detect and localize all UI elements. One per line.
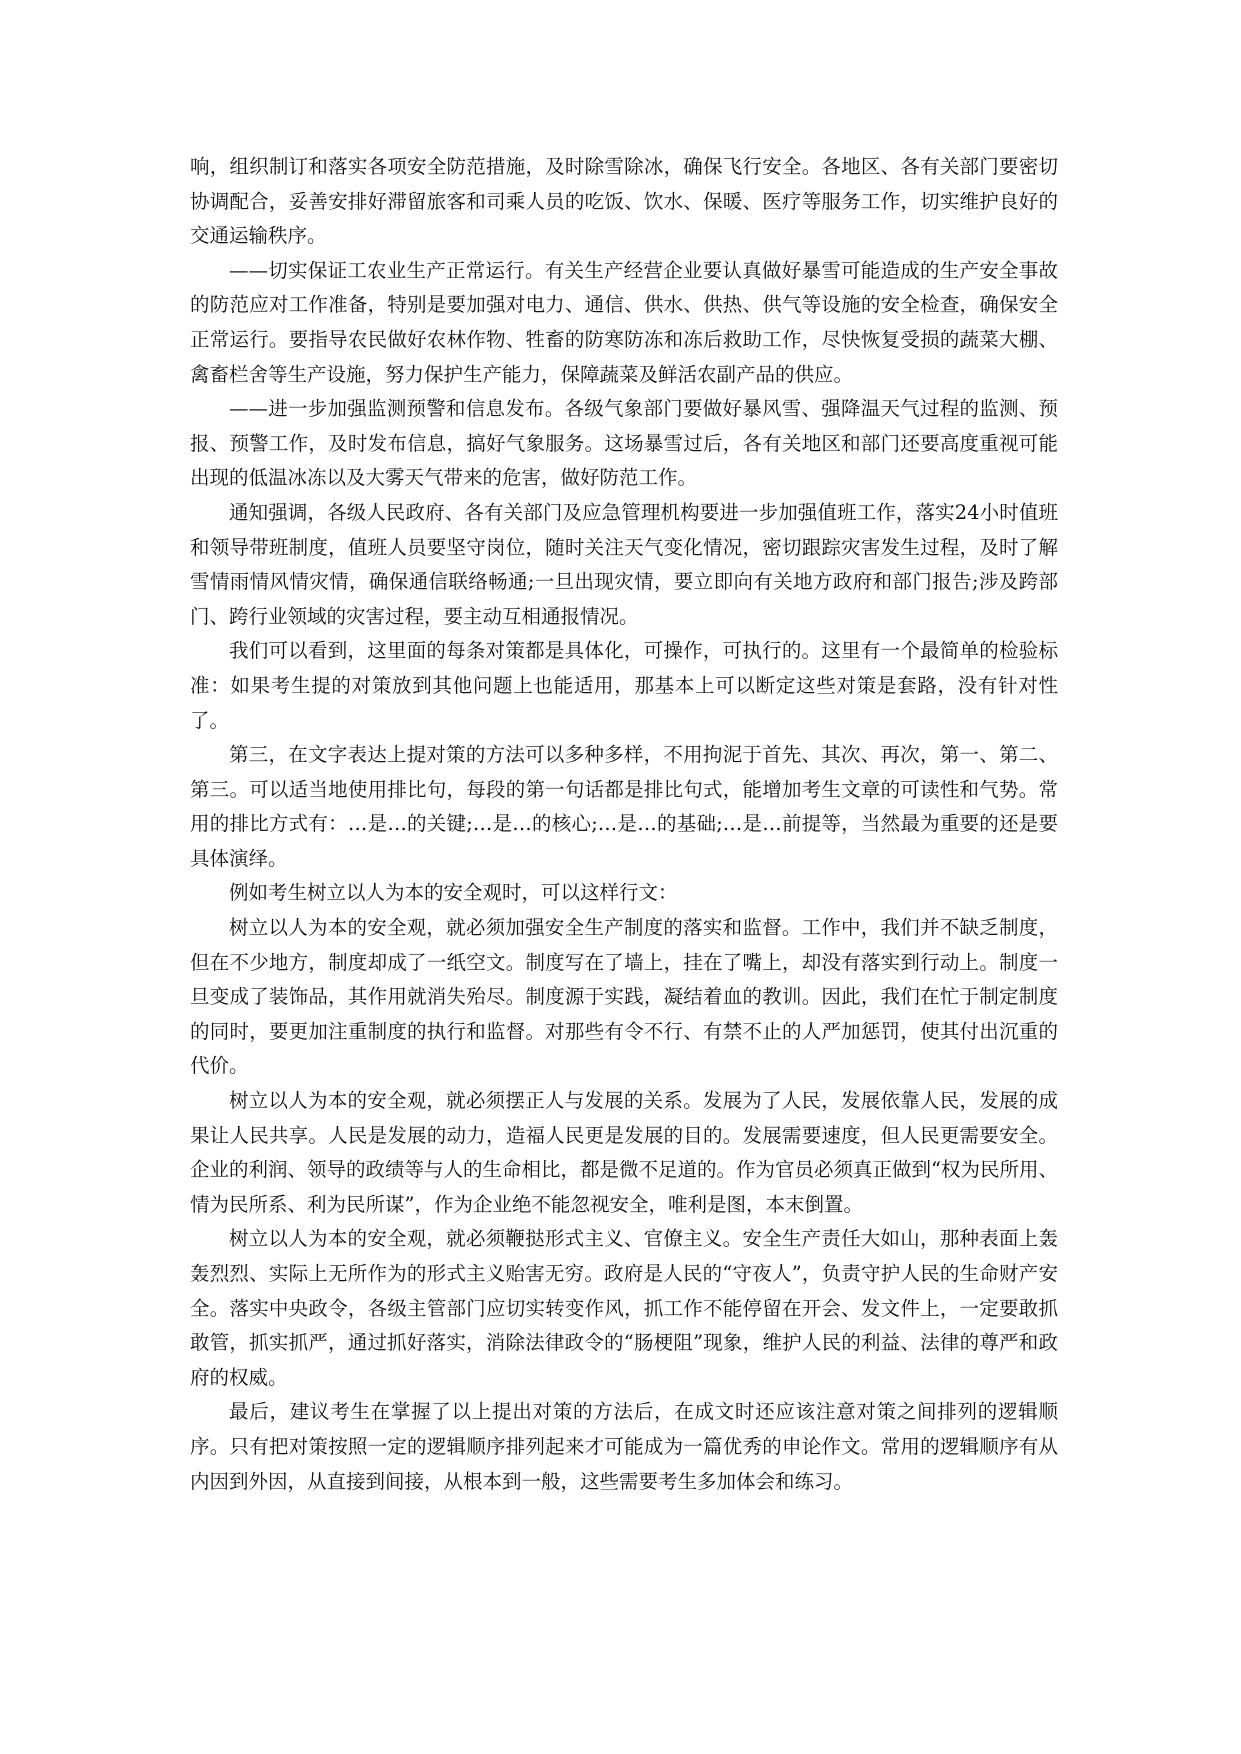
- paragraph-3: ——进一步加强监测预警和信息发布。各级气象部门要做好暴风雪、强降温天气过程的监测、预报、预警工作，及时发布信息，搞好气象服务。这场暴雪过后，各有关地区和部门还要高度重视可能出现的低温冰冻以及大雾天气带来的危害，做好防范工作。: [190, 397, 1058, 490]
- paragraph-11: 最后，建议考生在掌握了以上提出对策的方法后，在成文时还应该注意对策之间排列的逻辑顺序。只有把对策按照一定的逻辑顺序排列起来才可能成为一篇优秀的申论作文。常用的逻辑顺序有从内因到外因，从直接到间接，从根本到一般，这些需要考生多加体会和练习。: [190, 1400, 1058, 1493]
- paragraph-10: 树立以人为本的安全观，就必须鞭挞形式主义、官僚主义。安全生产责任大如山，那种表面上轰轰烈烈、实际上无所作为的形式主义贻害无穷。政府是人民的“守夜人”，负责守护人民的生命财产安全。落实中央政令，各级主管部门应切实转变作风，抓工作不能停留在开会、发文件上，一定要敢抓敢管，抓实抓严，通过抓好落实，消除法律政令的“肠梗阻”现象，维护人民的利益、法律的尊严和政府的权威。: [190, 1227, 1058, 1389]
- paragraph-7: 例如考生树立以人为本的安全观时，可以这样行文：: [229, 881, 678, 905]
- paragraph-4: 通知强调，各级人民政府、各有关部门及应急管理机构要进一步加强值班工作，落实24小时值班和领导带班制度，值班人员要坚守岗位，随时关注天气变化情况，密切跟踪灾害发生过程，及时了解雪情雨情风情灾情，确保通信联络畅通;一旦出现灾情，要立即向有关地方政府和部门报告;涉及跨部门、跨行业领域的灾害过程，要主动互相通报情况。: [190, 500, 1058, 628]
- document-body: [190, 150, 1058, 1499]
- paragraph-2: ——切实保证工农业生产正常运行。有关生产经营企业要认真做好暴雪可能造成的生产安全事故的防范应对工作准备，特别是要加强对电力、通信、供水、供热、供气等设施的安全检查，确保安全正常运行。要指导农民做好农林作物、牲畜的防寒防冻和冻后救助工作，尽快恢复受损的蔬菜大棚、禽畜栏舍等生产设施，努力保护生产能力，保障蔬菜及鲜活农副产品的供应。: [190, 258, 1058, 386]
- paragraph-5: 我们可以看到，这里面的每条对策都是具体化，可操作，可执行的。这里有一个最简单的检验标准：如果考生提的对策放到其他问题上也能适用，那基本上可以断定这些对策是套路，没有针对性了。: [190, 639, 1058, 732]
- paragraph-8: 树立以人为本的安全观，就必须加强安全生产制度的落实和监督。工作中，我们并不缺乏制度，但在不少地方，制度却成了一纸空文。制度写在了墙上，挂在了嘴上，却没有落实到行动上。制度一旦变成了装饰品，其作用就消失殆尽。制度源于实践，凝结着血的教训。因此，我们在忙于制定制度的同时，要更加注重制度的执行和监督。对那些有令不行、有禁不止的人严加惩罚，使其付出沉重的代价。: [190, 916, 1058, 1078]
- paragraph-6: 第三，在文字表达上提对策的方法可以多种多样，不用拘泥于首先、其次、再次，第一、第二、第三。可以适当地使用排比句，每段的第一句话都是排比句式，能增加考生文章的可读性和气势。常用的排比方式有：…是…的关键;…是…的核心;…是…的基础;…是…前提等，当然最为重要的还是要具体演绎。: [190, 743, 1058, 870]
- paragraph-9: 树立以人为本的安全观，就必须摆正人与发展的关系。发展为了人民，发展依靠人民，发展的成果让人民共享。人民是发展的动力，造福人民更是发展的目的。发展需要速度，但人民更需要安全。企业的利润、领导的政绩等与人的生命相比，都是微不足道的。作为官员必须真正做到“权为民所用、情为民所系、利为民所谋”，作为企业绝不能忽视安全，唯利是图，本末倒置。: [190, 1089, 1058, 1216]
- paragraph-1: 响，组织制订和落实各项安全防范措施，及时除雪除冰，确保飞行安全。各地区、各有关部门要密切协调配合，妥善安排好滞留旅客和司乘人员的吃饭、饮水、保暖、医疗等服务工作，切实维护良好的交通运输秩序。: [190, 155, 1058, 248]
